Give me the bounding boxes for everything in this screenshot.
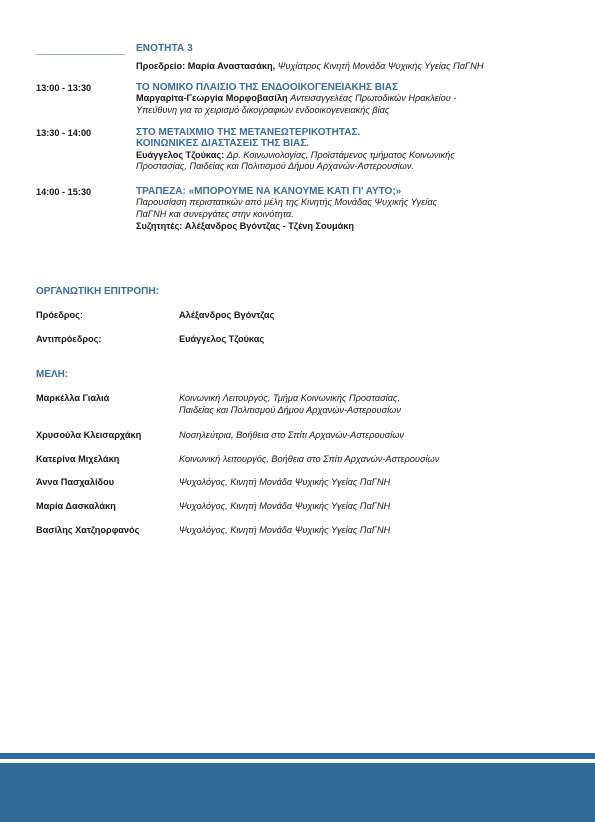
section-title: ΕΝΟΤΗΤΑ 3 bbox=[136, 43, 193, 54]
speaker-name: Μαργαρίτα-Γεωργία Μορφοβασίλη bbox=[136, 93, 288, 104]
president-name: Αλέξανδρος Βγόντζας bbox=[179, 310, 275, 320]
discussants-label: Συζητητές: bbox=[136, 220, 183, 231]
program-title: ΚΟΙΝΩΝΙΚΕΣ ΔΙΑΣΤΑΣΕΙΣ ΤΗΣ ΒΙΑΣ. bbox=[136, 138, 309, 150]
member-name: Μαρκέλλα Γιαλιά bbox=[36, 393, 110, 403]
header-rule bbox=[36, 54, 125, 55]
speaker-name: Ευάγγελος Τζούκας: bbox=[136, 149, 225, 160]
program-time: 13:30 - 14:00 bbox=[36, 128, 92, 138]
member-role-cont: Παιδείας και Πολιτισμού Δήμου Αρχανών-Αστερουσίων bbox=[179, 405, 401, 415]
member-role: Νοσηλεύτρια, Βοήθεια στο Σπίτι Αρχανών-Αστερουσίων bbox=[179, 430, 404, 440]
members-heading: ΜΕΛΗ: bbox=[36, 369, 69, 380]
member-name: Μαρία Δασκαλάκη bbox=[36, 501, 116, 511]
program-discussants bbox=[136, 221, 576, 233]
program-title: ΣΤΟ ΜΕΤΑΙΧΜΙΟ ΤΗΣ ΜΕΤΑΝΕΩΤΕΡΙΚΟΤΗΤΑΣ. bbox=[136, 127, 361, 138]
program-speaker bbox=[136, 93, 576, 105]
footer-band-thick bbox=[0, 763, 595, 822]
chair-label: Προεδρείο: bbox=[136, 61, 186, 71]
speaker-role-cont: Προστασίας, Παιδείας και Πολιτισμού Δήμου Αρχανών-Αστερουσίων. bbox=[136, 161, 414, 172]
program-description: Παρουσίαση περιστατικών από μέλη της Κινητής Μονάδας Ψυχικής Υγείας bbox=[136, 197, 438, 208]
program-speaker bbox=[136, 150, 576, 162]
program-item bbox=[136, 127, 576, 173]
member-role: Κοινωνική Λειτουργός, Τμήμα Κοινωνικής Προστασίας, bbox=[179, 393, 400, 403]
program-title: ΤΟ ΝΟΜΙΚΟ ΠΛΑΙΣΙΟ ΤΗΣ ΕΝΔΟΟΙΚΟΓΕΝΕΙΑΚΗΣ ΒΙΑΣ bbox=[136, 82, 398, 93]
committee-heading: ΟΡΓΑΝΩΤΙΚΗ ΕΠΙΤΡΟΠΗ: bbox=[36, 286, 159, 297]
program-time: 13:00 - 13:30 bbox=[36, 83, 92, 93]
program-item bbox=[136, 82, 576, 117]
speaker-role-cont: Υπεύθυνη για το χειρισμό δικογραφιών ενδοοικογενειακής βίας bbox=[136, 105, 390, 115]
speaker-role: Αντεισαγγελέας Πρωτοδικών Ηρακλείου - bbox=[290, 93, 457, 104]
program-description: ΠαΓΝΗ και συνεργάτες στην κοινότητα. bbox=[136, 209, 294, 219]
vice-president-label: Αντιπρόεδρος: bbox=[36, 334, 102, 344]
member-role: Ψυχολόγος, Κινητή Μονάδα Ψυχικής Υγείας ΠαΓΝΗ bbox=[179, 501, 391, 511]
member-role: Ψυχολόγος, Κινητή Μονάδα Ψυχικής Υγείας ΠαΓΝΗ bbox=[179, 525, 391, 535]
member-role: Κοινωνική λειτουργός, Βοήθεια στο Σπίτι Αρχανών-Αστερουσίων bbox=[179, 454, 440, 464]
member-name: Κατερίνα Μιχελάκη bbox=[36, 454, 120, 464]
section-chair bbox=[136, 61, 484, 73]
discussants-names: Αλέξανδρος Βγόντζας - Τζένη Σουμάκη bbox=[184, 220, 355, 231]
member-name: Χρυσούλα Κλεισαρχάκη bbox=[36, 430, 142, 440]
program-time: 14:00 - 15:30 bbox=[36, 187, 92, 197]
vice-president-name: Ευάγγελος Τζούκας bbox=[179, 334, 265, 344]
president-label: Πρόεδρος: bbox=[36, 310, 83, 320]
chair-name: Μαρία Αναστασάκη, bbox=[187, 61, 276, 71]
program-title: ΤΡΑΠΕΖΑ: «ΜΠΟΡΟΥΜΕ ΝΑ ΚΑΝΟΥΜΕ ΚΑΤΙ ΓΙ’ ΑΥΤΟ;» bbox=[136, 186, 402, 197]
member-role: Ψυχολόγος, Κινητή Μονάδα Ψυχικής Υγείας ΠαΓΝΗ bbox=[179, 477, 391, 487]
program-item bbox=[136, 186, 576, 232]
member-name: Άννα Πασχαλίδου bbox=[36, 477, 115, 487]
chair-role: Ψυχίατρος Κινητή Μονάδα Ψυχικής Υγείας ΠαΓΝΗ bbox=[277, 61, 484, 71]
speaker-role: Δρ. Κοινωνιολογίας, Προϊστάμενος τμήματος Κοινωνικής bbox=[226, 149, 455, 160]
member-name: Βασίλης Χατζηορφανός bbox=[36, 525, 140, 535]
